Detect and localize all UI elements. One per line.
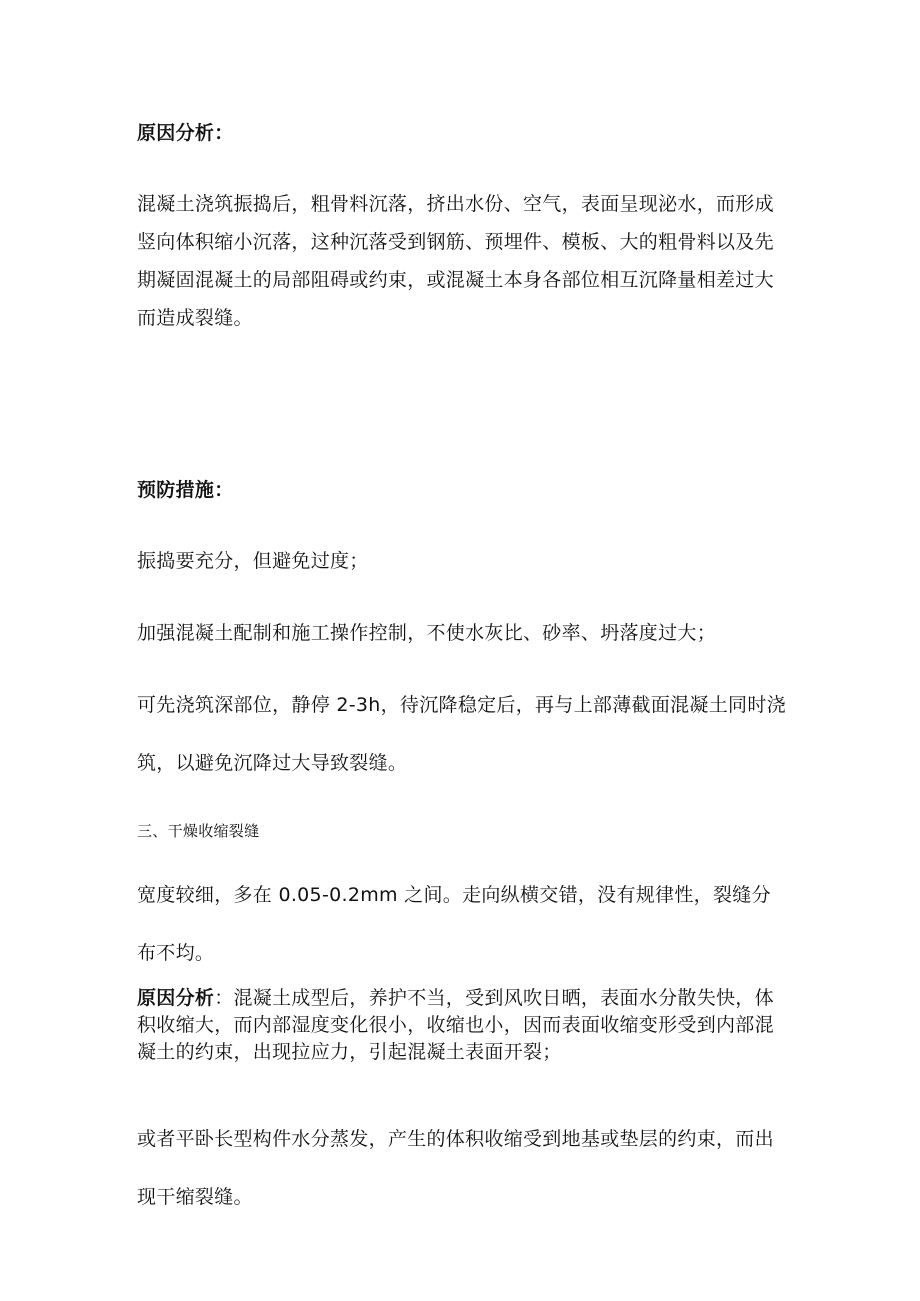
cause-heading: 原因分析： bbox=[137, 122, 234, 144]
cause-label: 原因分析 bbox=[137, 987, 215, 1009]
prevention-item-3: 可先浇筑深部位，静停 2-3h，待沉降稳定后，再与上部薄截面混凝土同时浇筑，以避免沉降过大导致裂缝。 bbox=[137, 694, 786, 774]
cause-text: ：混凝土成型后，养护不当，受到风吹日晒，表面水分散失快，体积收缩大，而内部湿度变化很小，收缩也小，因而表面收缩变形受到内部混凝土的约束，出现拉应力，引起混凝土表面开裂； bbox=[137, 987, 774, 1063]
section-title: 三、干燥收缩裂缝 bbox=[137, 822, 260, 840]
prevention-heading: 预防措施： bbox=[137, 479, 234, 501]
cause-paragraph: 混凝土浇筑振捣后，粗骨料沉落，挤出水份、空气，表面呈现泌水，而形成竖向体积缩小沉落，这种沉落受到钢筋、预埋件、模板、大的粗骨料以及先期凝固混凝土的局部阻碍或约束，或混凝土本身各部位相互沉降量相差过大而造成裂缝。 bbox=[137, 193, 774, 329]
prevention-item-1: 振捣要充分，但避免过度； bbox=[137, 550, 369, 572]
dry-shrinkage-cause-paragraph-2: 或者平卧长型构件水分蒸发，产生的体积收缩受到地基或垫层的约束，而出现干缩裂缝。 bbox=[137, 1128, 774, 1208]
dry-shrinkage-cause-paragraph bbox=[137, 985, 789, 1066]
crack-width-paragraph: 宽度较细，多在 0.05-0.2mm 之间。走向纵横交错，没有规律性，裂缝分布不均。 bbox=[137, 884, 771, 964]
prevention-item-2: 加强混凝土配制和施工操作控制，不使水灰比、砂率、坍落度过大； bbox=[137, 622, 717, 644]
